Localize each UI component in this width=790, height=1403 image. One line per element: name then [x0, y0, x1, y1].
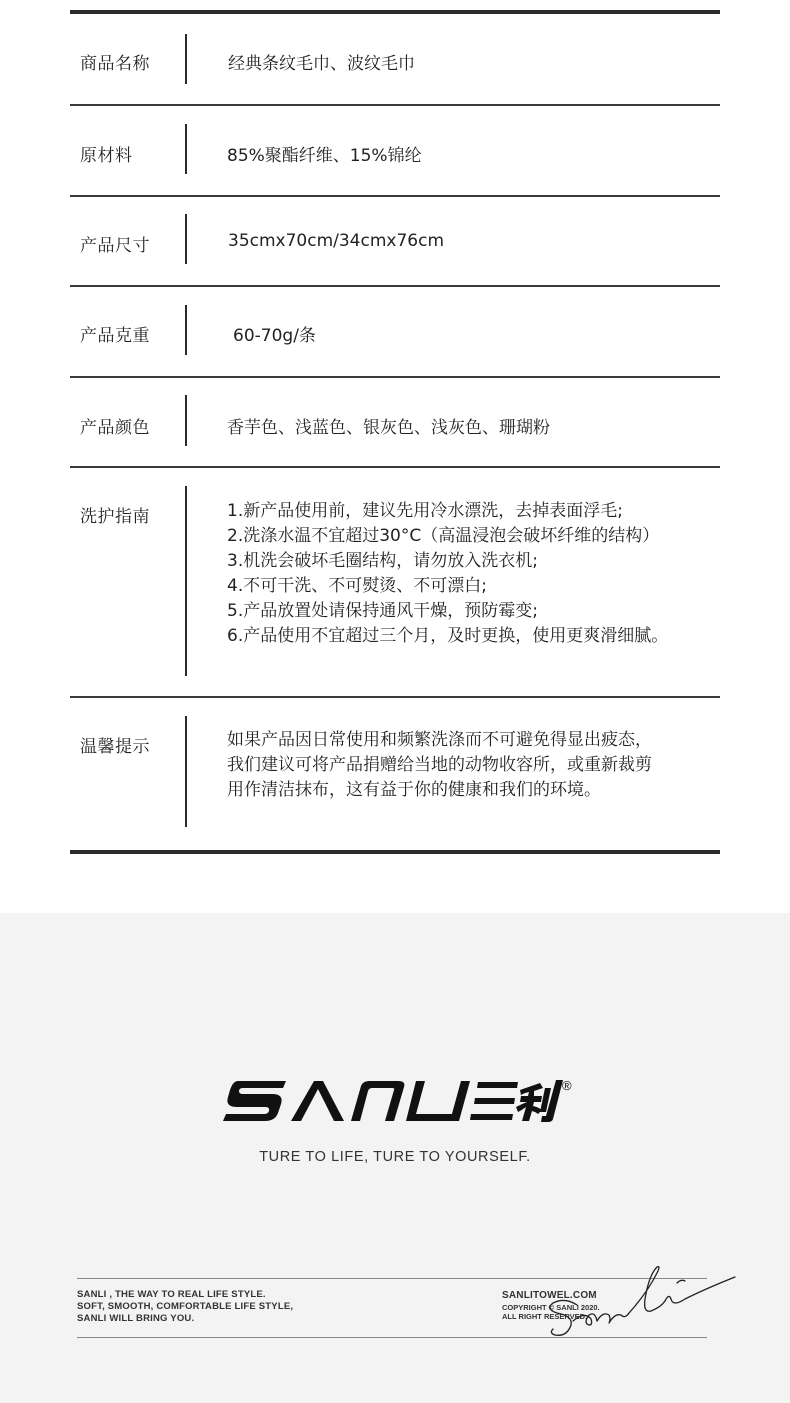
brand-slogan	[77, 1289, 293, 1325]
spec-label: 原材料	[80, 146, 133, 166]
care-instruction: 1.新产品使用前，建议先用冷水漂洗，去掉表面浮毛;	[227, 501, 623, 521]
spec-divider	[185, 124, 187, 174]
copyright-line: COPYRIGHT © SANLI 2020.	[502, 1303, 600, 1312]
spec-divider	[185, 214, 187, 264]
footer-bottom-rule	[77, 1337, 707, 1338]
registered-mark: ®	[562, 1078, 572, 1093]
spec-value: 85%聚酯纤维、15%锦纶	[227, 146, 422, 166]
tips-text	[227, 728, 652, 803]
care-instruction: 2.洗涤水温不宜超过30°C（高温浸泡会破坏纤维的结构）	[227, 526, 660, 546]
product-spec-table	[70, 10, 720, 854]
spec-divider	[185, 34, 187, 84]
spec-label: 产品颜色	[80, 418, 150, 438]
care-instruction: 6.产品使用不宜超过三个月，及时更换，使用更爽滑细腻。	[227, 626, 669, 646]
spec-row-weight	[70, 287, 720, 378]
spec-label: 产品克重	[80, 326, 150, 346]
spec-label: 商品名称	[80, 54, 150, 74]
slogan-line: SOFT, SMOOTH, COMFORTABLE LIFE STYLE,	[77, 1301, 294, 1312]
spec-value: 60-70g/条	[233, 326, 316, 346]
slogan-line: SANLI WILL BRING YOU.	[77, 1313, 195, 1324]
spec-row-care	[70, 468, 720, 698]
spec-value: 35cmx70cm/34cmx76cm	[228, 231, 445, 251]
spec-divider	[185, 486, 187, 676]
brand-tagline: TURE TO LIFE, TURE TO YOURSELF.	[259, 1149, 531, 1165]
spec-label: 产品尺寸	[80, 236, 150, 256]
tip-line: 如果产品因日常使用和频繁洗涤而不可避免得显出疲态，	[227, 730, 652, 750]
spec-row-size	[70, 197, 720, 287]
spec-divider	[185, 395, 187, 446]
tip-line: 用作清洁抹布，这有益于你的健康和我们的环境。	[227, 780, 601, 800]
spec-divider	[185, 305, 187, 355]
spec-row-tips	[70, 698, 720, 854]
sanli-logo-mark	[220, 1074, 570, 1128]
spec-row-material	[70, 106, 720, 197]
care-instruction: 3.机洗会破坏毛圈结构，请勿放入洗衣机;	[227, 551, 538, 571]
handwritten-signature	[545, 1263, 740, 1347]
spec-value: 香芋色、浅蓝色、银灰色、浅灰色、珊瑚粉	[227, 418, 550, 438]
spec-label: 温馨提示	[80, 737, 150, 757]
care-instruction: 5.产品放置处请保持通风干燥，预防霉变;	[227, 601, 538, 621]
spec-row-color	[70, 378, 720, 468]
spec-label: 洗护指南	[80, 507, 150, 527]
tip-line: 我们建议可将产品捐赠给当地的动物收容所，或重新裁剪	[227, 755, 652, 775]
care-instruction: 4.不可干洗、不可熨烫、不可漂白;	[227, 576, 487, 596]
spec-row-name	[70, 14, 720, 106]
copyright-line: ALL RIGHT RESERVED.	[502, 1312, 588, 1321]
brand-footer	[0, 913, 790, 1403]
sanli-logo	[0, 1074, 790, 1132]
website-url: SANLITOWEL.COM	[502, 1290, 597, 1301]
signature-graphic	[545, 1263, 740, 1343]
slogan-line: SANLI , THE WAY TO REAL LIFE STYLE.	[77, 1289, 266, 1300]
care-instructions-list	[227, 499, 668, 649]
spec-value: 经典条纹毛巾、波纹毛巾	[228, 54, 415, 74]
spec-divider	[185, 716, 187, 827]
